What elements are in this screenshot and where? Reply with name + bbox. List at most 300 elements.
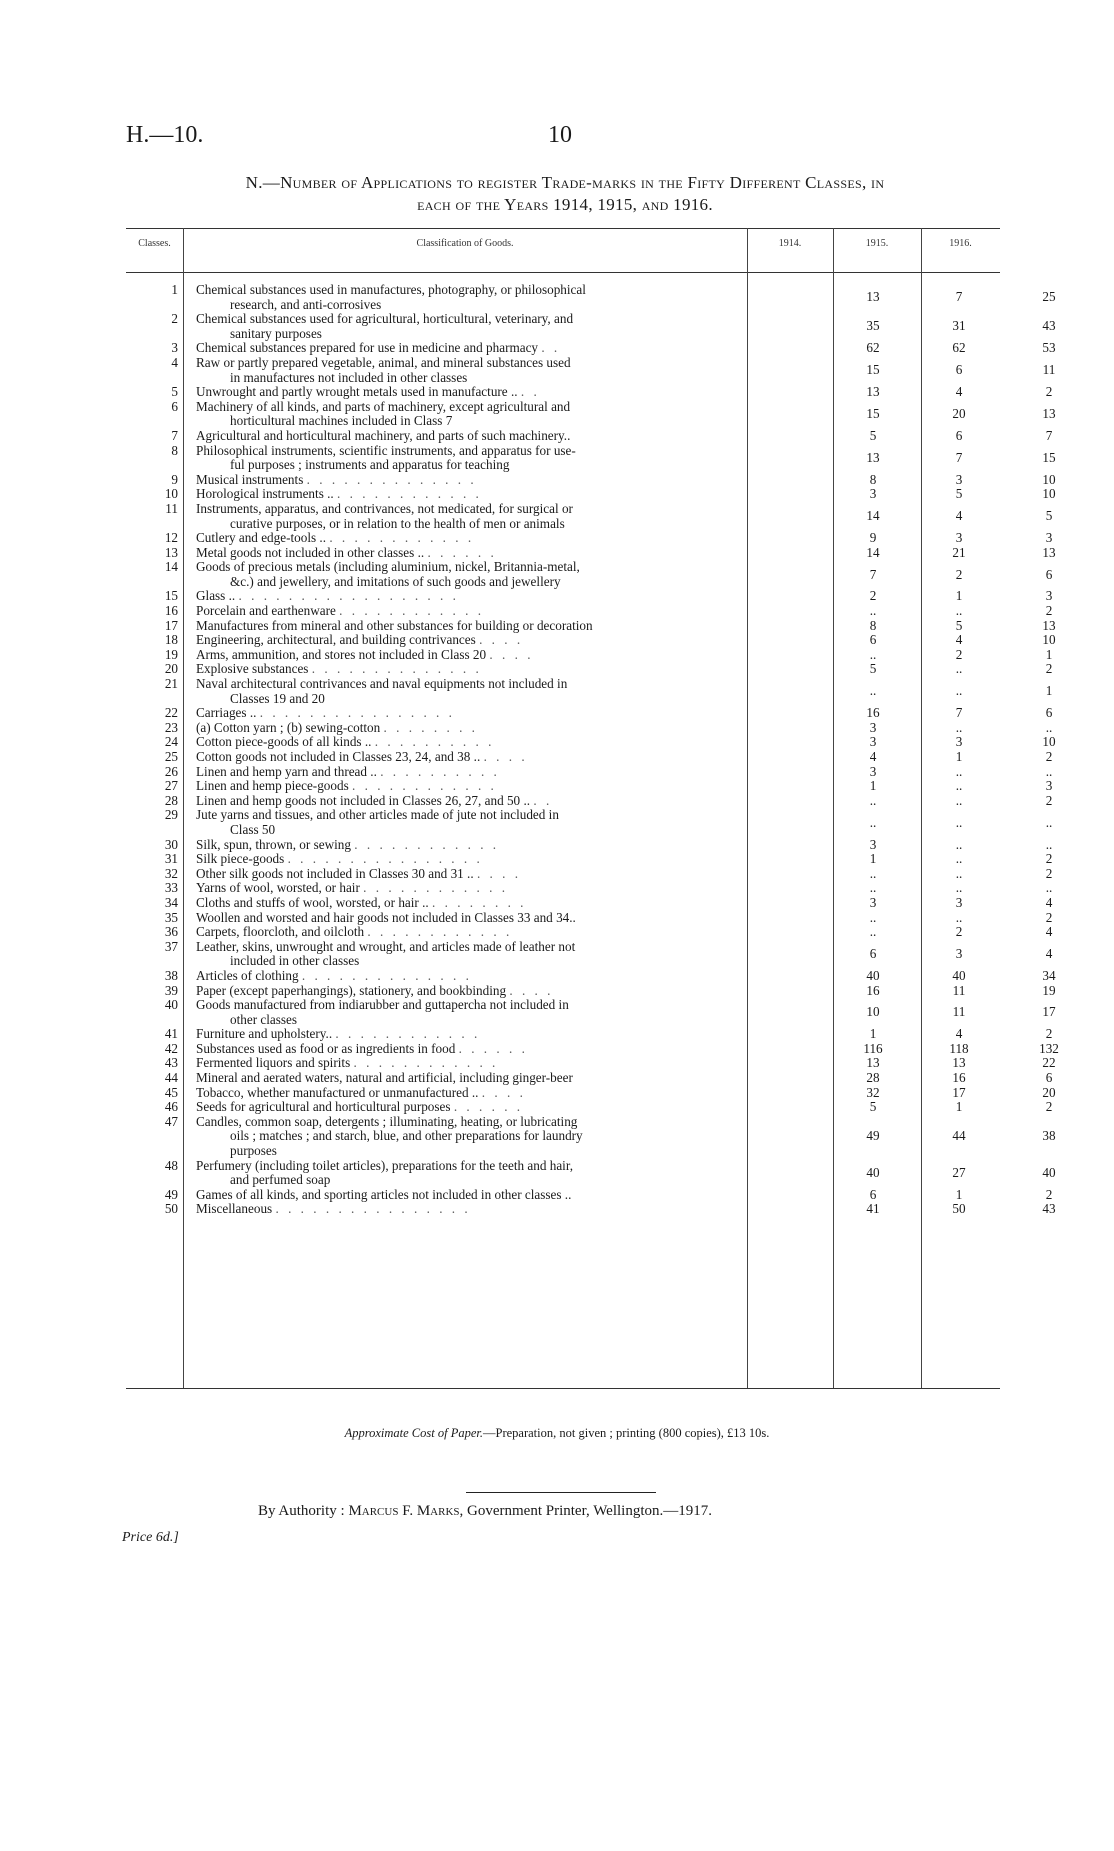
- value-1914: 40: [866, 967, 880, 983]
- table-row: [126, 398, 1056, 429]
- value-1916: 13: [1042, 406, 1056, 422]
- description-line: Tobacco, whether manufactured or unmanufactured ..: [196, 1084, 479, 1100]
- class-description: [196, 1100, 868, 1115]
- table-row: [126, 778, 1053, 794]
- value-1914: ..: [869, 880, 877, 896]
- value-1916: 2: [1045, 661, 1053, 677]
- class-number: 11: [165, 500, 178, 516]
- class-description: [196, 648, 868, 663]
- description-line: Cutlery and edge-tools ..: [196, 530, 327, 546]
- class-number: 19: [164, 646, 178, 662]
- class-description: [196, 619, 868, 634]
- table-body: [126, 282, 1059, 1217]
- class-number: 50: [164, 1201, 178, 1217]
- description-continuation: curative purposes, or in relation to the health of men or animals: [230, 515, 565, 531]
- description-line: Machinery of all kinds, and parts of machinery, except agricultural and: [196, 398, 571, 414]
- description-line: Manufactures from mineral and other substances for building or decoration: [196, 617, 593, 633]
- class-number: 4: [171, 354, 178, 370]
- class-description: [196, 750, 868, 765]
- class-description: [196, 356, 868, 385]
- description-continuation: horticultural machines included in Class 7: [230, 413, 453, 429]
- class-description: [196, 560, 868, 589]
- value-1916: 2: [1045, 749, 1053, 764]
- description-line: Raw or partly prepared vegetable, animal, and mineral substances used: [196, 354, 571, 370]
- table-row: [126, 880, 1053, 896]
- leader-dots: . . . . . . . .: [432, 894, 527, 910]
- value-1914: 32: [866, 1084, 880, 1100]
- table-row: [126, 792, 1053, 809]
- value-1916: 17: [1042, 1004, 1056, 1020]
- value-1914: 6: [869, 1186, 877, 1202]
- value-1915: ..: [955, 661, 963, 677]
- value-1915: ..: [955, 792, 963, 808]
- value-1915: 4: [955, 632, 963, 648]
- class-description: [196, 1086, 868, 1101]
- value-1915: ..: [955, 814, 963, 830]
- value-1914: 1: [869, 851, 877, 867]
- description-line: Chemical substances prepared for use in medicine and pharmacy: [196, 340, 539, 356]
- table-row: [126, 500, 1053, 531]
- value-1914: 3: [869, 486, 877, 502]
- description-line: Chemical substances used for agricultural, horticultural, veterinary, and: [196, 311, 574, 327]
- class-description: [196, 867, 868, 882]
- description-line: Linen and hemp yarn and thread ..: [196, 763, 377, 779]
- table-row: [126, 471, 1056, 488]
- value-1914: 40: [866, 1164, 880, 1180]
- authority-line: [258, 1503, 712, 1520]
- value-1916: ..: [1045, 836, 1053, 852]
- description-line: Silk piece-goods: [196, 851, 285, 867]
- table-row: [126, 661, 1053, 677]
- description-line: Carriages ..: [196, 705, 257, 721]
- description-line: Cotton piece-goods of all kinds ..: [196, 734, 372, 750]
- description-line: Cloths and stuffs of wool, worsted, or hair ..: [196, 894, 429, 910]
- description-continuation: oils ; matches ; and starch, blue, and other preparations for laundry: [230, 1128, 583, 1144]
- table-row: [126, 646, 1053, 663]
- value-1914: 9: [869, 530, 877, 546]
- value-1915: 1: [955, 588, 963, 604]
- value-1914: ..: [869, 865, 877, 881]
- value-1914: 15: [866, 362, 880, 378]
- description-line: Cotton goods not included in Classes 23, 24, and 38 ..: [196, 749, 481, 764]
- value-1915: 16: [952, 1070, 966, 1086]
- table-row: [126, 909, 1053, 926]
- leader-dots: . . . . . . . . . . . .: [337, 486, 482, 502]
- description-line: Goods manufactured from indiarubber and guttapercha not included in: [196, 997, 569, 1013]
- class-description: [196, 808, 868, 837]
- value-1915: 5: [955, 617, 963, 633]
- value-1916: 40: [1042, 1164, 1056, 1180]
- table-row: [126, 559, 1053, 589]
- description-continuation: included in other classes: [230, 953, 360, 969]
- table-title: [120, 172, 1010, 216]
- price: Price 6d.]: [122, 1530, 179, 1545]
- description-line: Fermented liquors and spirits: [196, 1055, 351, 1071]
- class-number: 35: [164, 909, 178, 925]
- table-row: [126, 763, 1053, 780]
- leader-dots: . . . . . . . . . . . .: [353, 1055, 499, 1071]
- value-1916: 6: [1045, 705, 1053, 721]
- class-description: [196, 283, 868, 312]
- value-1916: 13: [1042, 617, 1056, 633]
- class-description: [196, 794, 868, 809]
- value-1916: 5: [1045, 508, 1053, 524]
- description-line: Engineering, architectural, and building contrivances: [196, 632, 476, 648]
- class-description: [196, 896, 868, 911]
- class-number: 30: [164, 836, 178, 852]
- class-number: 38: [164, 967, 178, 983]
- value-1914: 3: [869, 719, 877, 735]
- value-1915: 2: [955, 646, 963, 662]
- description-line: Woollen and worsted and hair goods not included in Classes 33 and 34..: [196, 909, 576, 925]
- class-number: 42: [164, 1040, 178, 1056]
- leader-dots: . . . . . .: [427, 544, 497, 560]
- leader-dots: . . . . . . . . . . . .: [354, 836, 500, 852]
- value-1914: 13: [866, 384, 880, 400]
- value-1915: 2: [955, 924, 963, 940]
- class-number: 33: [164, 880, 178, 896]
- authority-suffix: , Government Printer, Wellington.—1917.: [459, 1503, 712, 1519]
- value-1915: 3: [955, 894, 963, 910]
- class-description: [196, 444, 868, 473]
- value-1914: 41: [866, 1201, 880, 1217]
- value-1916: 3: [1045, 588, 1053, 604]
- class-number: 9: [171, 471, 178, 487]
- table-row: [126, 384, 1053, 400]
- class-description: [196, 1188, 868, 1203]
- class-number: 7: [171, 427, 178, 443]
- class-description: [196, 735, 868, 750]
- class-number: 14: [164, 559, 178, 575]
- class-description: [196, 385, 868, 400]
- cost-text: —Preparation, not given ; printing (800 copies), £13 10s.: [483, 1426, 770, 1440]
- value-1915: 7: [955, 705, 963, 721]
- value-1916: 6: [1045, 566, 1053, 582]
- description-continuation: purposes: [230, 1143, 277, 1159]
- value-1916: 13: [1042, 544, 1056, 560]
- class-description: [196, 589, 868, 604]
- description-line: Miscellaneous: [196, 1201, 273, 1217]
- value-1916: ..: [1045, 763, 1053, 779]
- leader-dots: . . . . . .: [453, 1099, 524, 1115]
- description-line: Other silk goods not included in Classes 30 and 31 ..: [196, 865, 474, 881]
- class-number: 48: [164, 1157, 178, 1173]
- page-number: 10: [548, 122, 572, 148]
- table-row: [126, 340, 1056, 356]
- value-1916: 20: [1042, 1084, 1056, 1100]
- description-line: Linen and hemp piece-goods: [196, 778, 349, 794]
- cost-note: [0, 1426, 1114, 1441]
- value-1916: 2: [1045, 865, 1053, 881]
- leader-dots: . . . .: [476, 865, 522, 881]
- value-1914: 13: [866, 449, 880, 465]
- value-1914: ..: [869, 603, 877, 619]
- leader-dots: . . . . . . . . . . . . . .: [301, 967, 472, 983]
- value-1914: 35: [866, 318, 880, 334]
- value-1915: 11: [952, 1004, 966, 1020]
- value-1916: 2: [1045, 909, 1053, 925]
- value-1915: 50: [952, 1201, 966, 1217]
- description-continuation: &c.) and jewellery, and imitations of such goods and jewellery: [230, 573, 561, 589]
- class-number: 26: [164, 763, 178, 779]
- class-number: 29: [164, 807, 178, 823]
- value-1915: ..: [955, 719, 963, 735]
- description-line: Carpets, floorcloth, and oilcloth: [196, 924, 365, 940]
- table-row: [126, 530, 1053, 546]
- class-number: 23: [164, 719, 178, 735]
- class-description: [196, 765, 868, 780]
- value-1914: 15: [866, 406, 880, 422]
- value-1916: 15: [1042, 449, 1056, 465]
- class-description: [196, 1027, 868, 1042]
- value-1915: 4: [955, 1026, 963, 1042]
- value-1914: 5: [869, 661, 877, 677]
- description-continuation: in manufactures not included in other classes: [230, 369, 468, 385]
- class-description: [196, 1115, 868, 1159]
- value-1914: 5: [869, 1099, 877, 1115]
- leader-dots: . . . . . . . . . . . . . . . .: [287, 851, 483, 867]
- description-line: Explosive substances: [196, 661, 309, 677]
- value-1914: 7: [869, 566, 877, 582]
- value-1914: 14: [866, 544, 880, 560]
- table-top-rule: [126, 228, 1000, 229]
- value-1916: ..: [1045, 719, 1053, 735]
- value-1915: 6: [955, 427, 963, 443]
- leader-dots: . . . . . . . .: [383, 719, 478, 735]
- value-1914: 10: [866, 1004, 880, 1020]
- value-1915: 11: [952, 982, 966, 998]
- table-row: [126, 1070, 1053, 1086]
- class-number: 2: [171, 311, 178, 327]
- description-line: Seeds for agricultural and horticultural purposes: [196, 1099, 451, 1115]
- value-1914: ..: [869, 792, 877, 808]
- leader-dots: . .: [533, 792, 553, 808]
- description-line: Arms, ammunition, and stores not included in Class 20: [196, 646, 487, 662]
- value-1915: ..: [955, 836, 963, 852]
- class-description: [196, 546, 868, 561]
- value-1916: 22: [1042, 1055, 1056, 1071]
- value-1914: 6: [869, 946, 877, 962]
- description-line: Perfumery (including toilet articles), preparations for the teeth and hair,: [196, 1157, 574, 1173]
- table-row: [126, 851, 1053, 867]
- value-1916: 2: [1045, 1186, 1053, 1202]
- table-row: [126, 1040, 1059, 1057]
- class-description: [196, 925, 868, 940]
- table-row: [126, 442, 1056, 473]
- value-1915: ..: [955, 683, 963, 699]
- value-1914: 116: [863, 1040, 883, 1056]
- value-1915: 3: [955, 734, 963, 750]
- table-row: [126, 1157, 1056, 1188]
- value-1915: ..: [955, 778, 963, 794]
- leader-dots: . . . .: [509, 982, 554, 998]
- value-1915: 4: [955, 508, 963, 524]
- value-1915: 1: [955, 1186, 963, 1202]
- leader-dots: . . . . . . . . . .: [380, 763, 500, 779]
- description-continuation: Class 50: [230, 821, 276, 837]
- class-number: 15: [164, 588, 178, 604]
- class-number: 13: [164, 544, 178, 560]
- value-1915: 118: [949, 1040, 969, 1056]
- class-number: 36: [164, 924, 178, 940]
- leader-dots: . . . .: [481, 1084, 526, 1100]
- value-1914: 16: [866, 705, 880, 721]
- value-1916: 2: [1045, 1026, 1053, 1042]
- leader-dots: . .: [520, 384, 540, 400]
- class-number: 41: [164, 1026, 178, 1042]
- value-1914: 6: [869, 632, 877, 648]
- leader-dots: . . . . . . . . . . . . . .: [311, 661, 482, 677]
- leader-dots: . . . . . . . . . . . . . .: [306, 471, 477, 487]
- value-1915: 62: [952, 340, 966, 356]
- class-description: [196, 721, 868, 736]
- class-description: [196, 998, 868, 1027]
- header-bottom-rule: [126, 272, 1000, 273]
- table-row: [126, 734, 1056, 750]
- table-row: [126, 749, 1053, 765]
- value-1914: ..: [869, 924, 877, 940]
- value-1916: 10: [1042, 486, 1056, 502]
- leader-dots: . . . . . . . . . .: [374, 734, 495, 750]
- class-description: [196, 502, 868, 531]
- class-description: [196, 400, 868, 429]
- title-line-2: each of the Years 1914, 1915, and 1916.: [417, 195, 713, 214]
- description-line: Naval architectural contrivances and naval equipments not included in: [196, 676, 568, 692]
- class-description: [196, 779, 868, 794]
- class-description: [196, 1071, 868, 1086]
- table-row: [126, 997, 1056, 1027]
- class-number: 1: [171, 282, 178, 297]
- description-line: Metal goods not included in other classes ..: [196, 544, 425, 560]
- value-1916: 3: [1045, 778, 1053, 794]
- value-1916: 132: [1039, 1040, 1059, 1056]
- value-1915: 2: [955, 566, 963, 582]
- value-1914: 14: [866, 508, 880, 524]
- description-line: Jute yarns and tissues, and other articles made of jute not included in: [196, 807, 559, 823]
- value-1914: 62: [866, 340, 880, 356]
- leader-dots: . . . . . . . . . . . .: [352, 778, 497, 794]
- leader-dots: . . . .: [489, 646, 534, 662]
- class-description: [196, 341, 868, 356]
- value-1916: 2: [1045, 851, 1053, 867]
- table-row: [126, 544, 1056, 561]
- value-1916: 4: [1045, 946, 1053, 962]
- leader-dots: . . . . . . . . . . . .: [329, 530, 475, 546]
- table-row: [126, 354, 1056, 385]
- description-line: Goods of precious metals (including aluminium, nickel, Britannia-metal,: [196, 559, 580, 575]
- table-row: [126, 1113, 1056, 1159]
- value-1914: 1: [869, 1026, 877, 1042]
- leader-dots: . . . . . . . . . . . .: [339, 603, 484, 619]
- title-line-1: N.—Number of Applications to register Trade-marks in the Fifty Different Classes, in: [245, 173, 885, 192]
- value-1916: 10: [1042, 734, 1056, 750]
- class-description: [196, 531, 868, 546]
- value-1915: 1: [955, 1099, 963, 1115]
- description-line: Glass ..: [196, 588, 236, 604]
- class-description: [196, 312, 868, 341]
- description-line: Yarns of wool, worsted, or hair: [196, 880, 360, 896]
- description-line: Paper (except paperhangings), stationery, and bookbinding: [196, 982, 507, 998]
- table-row: [126, 967, 1056, 984]
- value-1916: 2: [1045, 384, 1053, 400]
- value-1916: ..: [1045, 880, 1053, 896]
- description-line: Horological instruments ..: [196, 486, 334, 502]
- description-line: Mineral and aerated waters, natural and artificial, including ginger-beer: [196, 1070, 573, 1086]
- table-row: [126, 676, 1053, 706]
- class-description: [196, 487, 868, 502]
- description-continuation: other classes: [230, 1011, 298, 1027]
- class-number: 20: [164, 661, 178, 677]
- value-1915: 13: [952, 1055, 966, 1071]
- class-description: [196, 604, 868, 619]
- value-1915: 31: [952, 318, 966, 334]
- table-row: [126, 1055, 1056, 1071]
- class-description: [196, 1056, 868, 1071]
- leader-dots: . . . .: [483, 749, 528, 764]
- class-description: [196, 473, 868, 488]
- description-line: Furniture and upholstery..: [196, 1026, 333, 1042]
- description-line: Philosophical instruments, scientific instruments, and apparatus for use-: [196, 442, 576, 458]
- value-1916: 34: [1042, 967, 1056, 983]
- class-number: 8: [171, 442, 178, 458]
- class-number: 10: [164, 486, 178, 502]
- class-number: 49: [164, 1186, 178, 1202]
- class-number: 34: [164, 894, 178, 910]
- value-1914: 8: [869, 617, 877, 633]
- value-1916: 7: [1045, 427, 1053, 443]
- value-1916: 53: [1042, 340, 1056, 356]
- description-line: Games of all kinds, and sporting articles not included in other classes ..: [196, 1186, 572, 1202]
- class-description: [196, 940, 868, 969]
- class-number: 27: [164, 778, 178, 794]
- header-1914: 1914.: [778, 238, 802, 249]
- value-1914: 49: [866, 1128, 880, 1144]
- header-1915: 1915.: [865, 238, 889, 249]
- class-description: [196, 984, 868, 999]
- value-1916: 10: [1042, 471, 1056, 487]
- description-line: Chemical substances used in manufactures, photography, or philosophical: [196, 282, 586, 297]
- value-1914: 13: [866, 1055, 880, 1071]
- value-1915: ..: [955, 763, 963, 779]
- value-1914: 3: [869, 894, 877, 910]
- value-1916: 2: [1045, 1099, 1053, 1115]
- table-row: [126, 1084, 1056, 1101]
- description-line: Silk, spun, thrown, or sewing: [196, 836, 351, 852]
- class-number: 6: [171, 398, 178, 414]
- class-number: 46: [164, 1099, 178, 1115]
- leader-dots: . . . . . . . . . . . .: [367, 924, 513, 940]
- table-row: [126, 1186, 1053, 1203]
- value-1915: 44: [952, 1128, 966, 1144]
- value-1916: 4: [1045, 894, 1053, 910]
- authority-rule: [466, 1492, 656, 1493]
- table-row: [126, 719, 1053, 736]
- value-1915: 5: [955, 486, 963, 502]
- value-1916: 6: [1045, 1070, 1053, 1086]
- value-1915: ..: [955, 880, 963, 896]
- description-line: Substances used as food or as ingredients in food: [196, 1040, 456, 1056]
- class-number: 47: [164, 1113, 178, 1129]
- table-row: [126, 588, 1053, 604]
- authority-prefix: By Authority :: [258, 1503, 345, 1519]
- description-line: Instruments, apparatus, and contrivances, not medicated, for surgical or: [196, 500, 573, 516]
- class-description: [196, 1202, 868, 1217]
- leader-dots: . . . . . .: [458, 1040, 528, 1056]
- table-row: [126, 427, 1053, 444]
- table-row: [126, 982, 1056, 999]
- table-row: [126, 1099, 1053, 1115]
- table-row: [126, 632, 1056, 648]
